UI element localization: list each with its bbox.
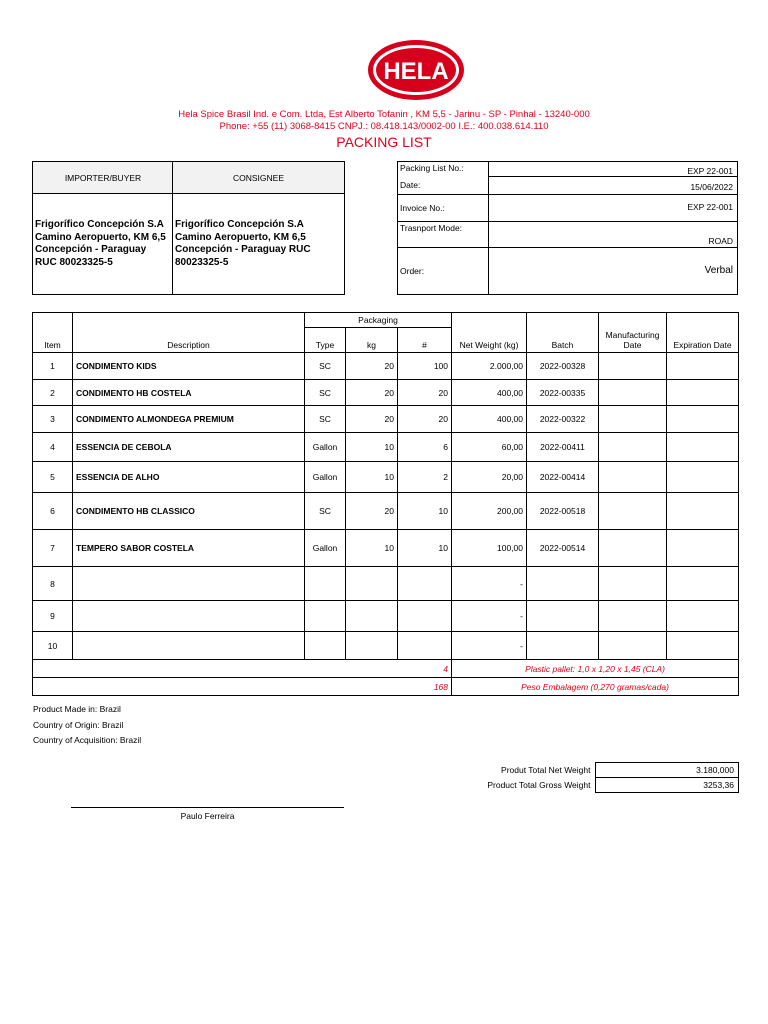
manufacturing-date-cell (599, 353, 667, 380)
type-cell: SC (305, 406, 346, 433)
batch-cell: 2022-00518 (527, 493, 599, 530)
importer-header: IMPORTER/BUYER (33, 162, 173, 194)
parties-table (32, 161, 345, 295)
manufacturing-date-cell (599, 632, 667, 660)
count-cell (398, 567, 452, 601)
count-cell (398, 632, 452, 660)
kg-cell: 20 (346, 406, 398, 433)
packaging-header: Packaging (305, 313, 452, 328)
count-cell: 10 (398, 493, 452, 530)
item-cell: 5 (33, 462, 73, 493)
description-cell: TEMPERO SABOR COSTELA (73, 530, 305, 567)
batch-cell (527, 632, 599, 660)
pallet-count: 4 (33, 660, 452, 678)
expiration-date-cell (667, 632, 739, 660)
total-gross-label: Product Total Gross Weight (487, 780, 591, 790)
count-cell (398, 601, 452, 632)
item-cell: 10 (33, 632, 73, 660)
kg-cell: 20 (346, 380, 398, 406)
expiration-date-cell (667, 530, 739, 567)
batch-cell (527, 601, 599, 632)
table-row (33, 462, 739, 493)
expiration-date-cell (667, 433, 739, 462)
net-weight-header: Net Weight (kg) (452, 313, 527, 353)
kg-header: kg (346, 328, 398, 353)
expiration-date-cell (667, 601, 739, 632)
description-cell: ESSENCIA DE CEBOLA (73, 433, 305, 462)
company-address: Hela Spice Brasil Ind. e Com. Ltda, Est Alberto Tofanin , KM 5,5 - Jarinu - SP - Pinhal - 13240-000 (178, 109, 590, 120)
table-row (33, 353, 739, 380)
signature-line (71, 807, 344, 808)
description-cell: CONDIMENTO KIDS (73, 353, 305, 380)
total-net-value: 3.180,000 (595, 763, 739, 778)
total-net-label: Produt Total Net Weight (501, 765, 591, 775)
consignee-details: Frigorífico Concepción S.A Camino Aeropuerto, KM 6,5 Concepción - Paraguay RUC 80023325-5 (175, 219, 311, 268)
manufacturing-date-cell (599, 601, 667, 632)
made-in: Product Made in: Brazil (33, 704, 121, 714)
item-cell: 2 (33, 380, 73, 406)
logo-text: HELA (383, 58, 449, 85)
type-cell: SC (305, 493, 346, 530)
expiration-date-cell (667, 567, 739, 601)
count-header: # (398, 328, 452, 353)
manufacturing-date-cell (599, 462, 667, 493)
net-weight-cell: 400,00 (452, 406, 527, 433)
manufacturing-date-cell (599, 406, 667, 433)
transport-label: Trasnport Mode: (400, 223, 463, 233)
page-title: PACKING LIST (336, 134, 432, 150)
item-cell: 9 (33, 601, 73, 632)
table-row (33, 406, 739, 433)
type-cell (305, 567, 346, 601)
total-gross-value: 3253,36 (595, 778, 739, 793)
kg-cell (346, 632, 398, 660)
net-weight-cell: 400,00 (452, 380, 527, 406)
manufacturing-header: Manufacturing Date (599, 313, 667, 353)
count-cell: 6 (398, 433, 452, 462)
invoice-value: EXP 22-001 (687, 202, 733, 212)
count-cell: 100 (398, 353, 452, 380)
manufacturing-date-cell (599, 530, 667, 567)
batch-cell: 2022-00335 (527, 380, 599, 406)
description-header: Description (73, 313, 305, 353)
batch-cell (527, 567, 599, 601)
shipment-info-table (397, 161, 738, 295)
net-weight-cell: - (452, 567, 527, 601)
expiration-date-cell (667, 462, 739, 493)
pallet-note: Plastic pallet: 1,0 x 1,20 x 1,45 (CLA) (452, 660, 739, 678)
description-cell (73, 567, 305, 601)
expiration-date-cell (667, 493, 739, 530)
items-table (32, 312, 739, 696)
type-cell: SC (305, 353, 346, 380)
manufacturing-date-cell (599, 380, 667, 406)
description-cell: CONDIMENTO HB COSTELA (73, 380, 305, 406)
kg-cell: 10 (346, 433, 398, 462)
country-of-acquisition: Country of Acquisition: Brazil (33, 735, 142, 745)
item-cell: 7 (33, 530, 73, 567)
packing-list-value: EXP 22-001 (687, 166, 733, 176)
type-cell: SC (305, 380, 346, 406)
description-cell: CONDIMENTO HB CLASSICO (73, 493, 305, 530)
item-cell: 4 (33, 433, 73, 462)
type-cell (305, 601, 346, 632)
batch-cell: 2022-00322 (527, 406, 599, 433)
description-cell (73, 632, 305, 660)
packaging-note: Peso Embalagem (0,270 gramas/cada) (452, 678, 739, 696)
item-cell: 6 (33, 493, 73, 530)
kg-cell: 10 (346, 462, 398, 493)
expiration-date-cell (667, 406, 739, 433)
kg-cell: 20 (346, 493, 398, 530)
table-row (33, 530, 739, 567)
net-weight-cell: 20,00 (452, 462, 527, 493)
type-cell: Gallon (305, 433, 346, 462)
batch-cell: 2022-00414 (527, 462, 599, 493)
order-value: Verbal (704, 265, 733, 276)
count-cell: 20 (398, 406, 452, 433)
table-row (33, 433, 739, 462)
expiration-header: Expiration Date (667, 313, 739, 353)
expiration-date-cell (667, 353, 739, 380)
country-of-origin: Country of Origin: Brazil (33, 720, 124, 730)
net-weight-cell: - (452, 601, 527, 632)
net-weight-cell: 100,00 (452, 530, 527, 567)
date-label: Date: (400, 180, 421, 190)
type-header: Type (305, 328, 346, 353)
packaging-weight: 168 (33, 678, 452, 696)
batch-cell: 2022-00411 (527, 433, 599, 462)
packing-list-label: Packing List No.: (400, 163, 464, 173)
company-contact: Phone: +55 (11) 3068-8415 CNPJ.: 08.418.143/0002-00 I.E.: 400.038.614.110 (219, 121, 549, 132)
totals-table (483, 762, 739, 793)
item-header: Item (33, 313, 73, 353)
batch-header: Batch (527, 313, 599, 353)
net-weight-cell: 200,00 (452, 493, 527, 530)
date-value: 15/06/2022 (690, 182, 733, 192)
transport-value: ROAD (708, 236, 733, 246)
table-row (33, 380, 739, 406)
batch-cell: 2022-00514 (527, 530, 599, 567)
expiration-date-cell (667, 380, 739, 406)
item-cell: 1 (33, 353, 73, 380)
table-row (33, 632, 739, 660)
kg-cell: 10 (346, 530, 398, 567)
type-cell (305, 632, 346, 660)
table-row (33, 493, 739, 530)
batch-cell: 2022-00328 (527, 353, 599, 380)
kg-cell (346, 601, 398, 632)
hela-logo (366, 38, 466, 102)
table-row (33, 567, 739, 601)
description-cell (73, 601, 305, 632)
net-weight-cell: - (452, 632, 527, 660)
description-cell: CONDIMENTO ALMONDEGA PREMIUM (73, 406, 305, 433)
item-cell: 3 (33, 406, 73, 433)
order-label: Order: (400, 266, 425, 276)
invoice-label: Invoice No.: (400, 203, 445, 213)
manufacturing-date-cell (599, 433, 667, 462)
manufacturing-date-cell (599, 567, 667, 601)
type-cell: Gallon (305, 530, 346, 567)
signature-name: Paulo Ferreira (180, 811, 235, 821)
manufacturing-date-cell (599, 493, 667, 530)
type-cell: Gallon (305, 462, 346, 493)
net-weight-cell: 60,00 (452, 433, 527, 462)
count-cell: 10 (398, 530, 452, 567)
count-cell: 2 (398, 462, 452, 493)
importer-details: Frigorífico Concepción S.A Camino Aeropuerto, KM 6,5 Concepción - Paraguay RUC 80023325-5 (35, 219, 166, 268)
consignee-header: CONSIGNEE (173, 162, 344, 194)
kg-cell (346, 567, 398, 601)
net-weight-cell: 2.000,00 (452, 353, 527, 380)
table-row (33, 601, 739, 632)
count-cell: 20 (398, 380, 452, 406)
item-cell: 8 (33, 567, 73, 601)
kg-cell: 20 (346, 353, 398, 380)
description-cell: ESSENCIA DE ALHO (73, 462, 305, 493)
